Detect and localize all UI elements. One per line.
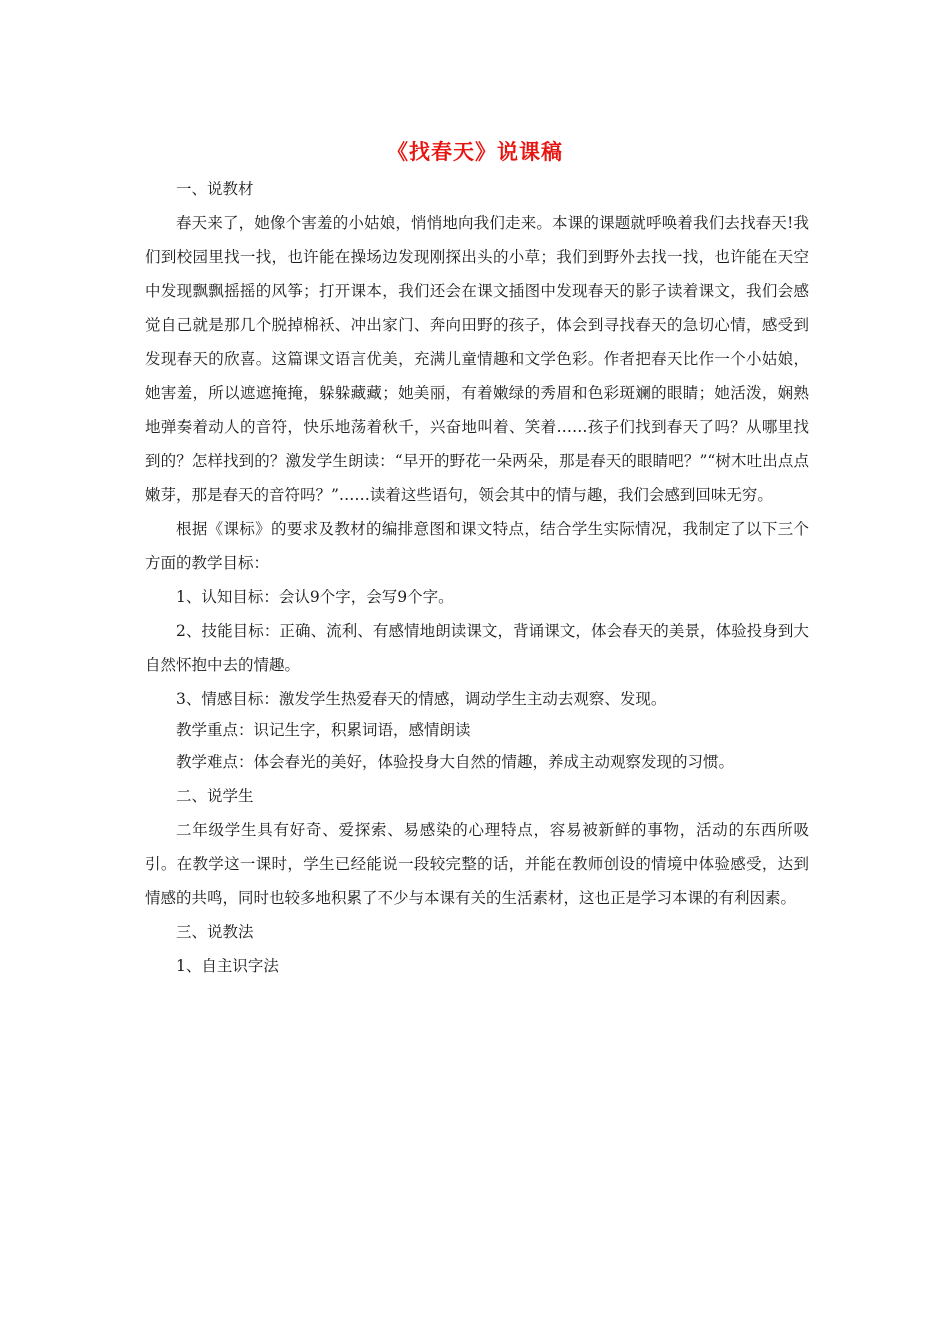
document-body bbox=[145, 172, 809, 983]
section-heading-teaching-methods: 三、说教法 bbox=[176, 923, 254, 941]
document-title: 《找春天》说课稿 bbox=[387, 139, 563, 164]
body-paragraph: 根据《课标》的要求及教材的编排意图和课文特点，结合学生实际情况，我制定了以下三个方面的教学目标： bbox=[145, 520, 809, 572]
body-paragraph: 春天来了，她像个害羞的小姑娘，悄悄地向我们走来。本课的课题就呼唤着我们去找春天!我们到校园里找一找，也许能在操场边发现刚探出头的小草；我们到野外去找一找，也许能在天空中发现飘飘摇摇的风筝；打开课本，我们还会在课文插图中发现春天的影子读着课文，我们会感觉自己就是那几个脱掉棉袄、冲出家门、奔向田野的孩子，体会到寻找春天的急切心情，感受到发现春天的欣喜。这篇课文语言优美，充满儿童情趣和文学色彩。作者把春天比作一个小姑娘，她害羞，所以遮遮掩掩，躲躲藏藏；她美丽，有着嫩绿的秀眉和色彩斑斓的眼睛；她活泼，娴熟地弹奏着动人的音符，快乐地荡着秋千，兴奋地叫着、笑着……孩子们找到春天了吗？从哪里找到的？怎样找到的？激发学生朗读：“早开的野花一朵两朵，那是春天的眼睛吧？”“树木吐出点点嫩芽，那是春天的音符吗？”……读着这些语句，领会其中的情与趣，我们会感到回味无穷。 bbox=[145, 214, 809, 504]
list-item-method-1: 1、自主识字法 bbox=[176, 957, 279, 975]
section-heading-students: 二、说学生 bbox=[176, 787, 254, 805]
list-item-goal-2: 2、技能目标：正确、流利、有感情地朗读课文，背诵课文，体会春天的美景，体验投身到大自然怀抱中去的情趣。 bbox=[145, 622, 809, 674]
body-paragraph: 二年级学生具有好奇、爱探索、易感染的心理特点，容易被新鲜的事物，活动的东西所吸引。在教学这一课时，学生已经能说一段较完整的话，并能在教师创设的情境中体验感受，达到情感的共鸣，同时也较多地积累了不少与本课有关的生活素材，这也正是学习本课的有利因素。 bbox=[145, 821, 809, 907]
list-item-goal-1: 1、认知目标：会认9个字，会写9个字。 bbox=[176, 588, 454, 606]
teaching-focus: 教学重点：识记生字，积累词语，感情朗读 bbox=[176, 721, 471, 739]
section-heading-teaching-material: 一、说教材 bbox=[176, 180, 254, 198]
list-item-goal-3: 3、情感目标：激发学生热爱春天的情感，调动学生主动去观察、发现。 bbox=[176, 690, 667, 708]
teaching-difficulty: 教学难点：体会春光的美好，体验投身大自然的情趣，养成主动观察发现的习惯。 bbox=[176, 753, 735, 771]
